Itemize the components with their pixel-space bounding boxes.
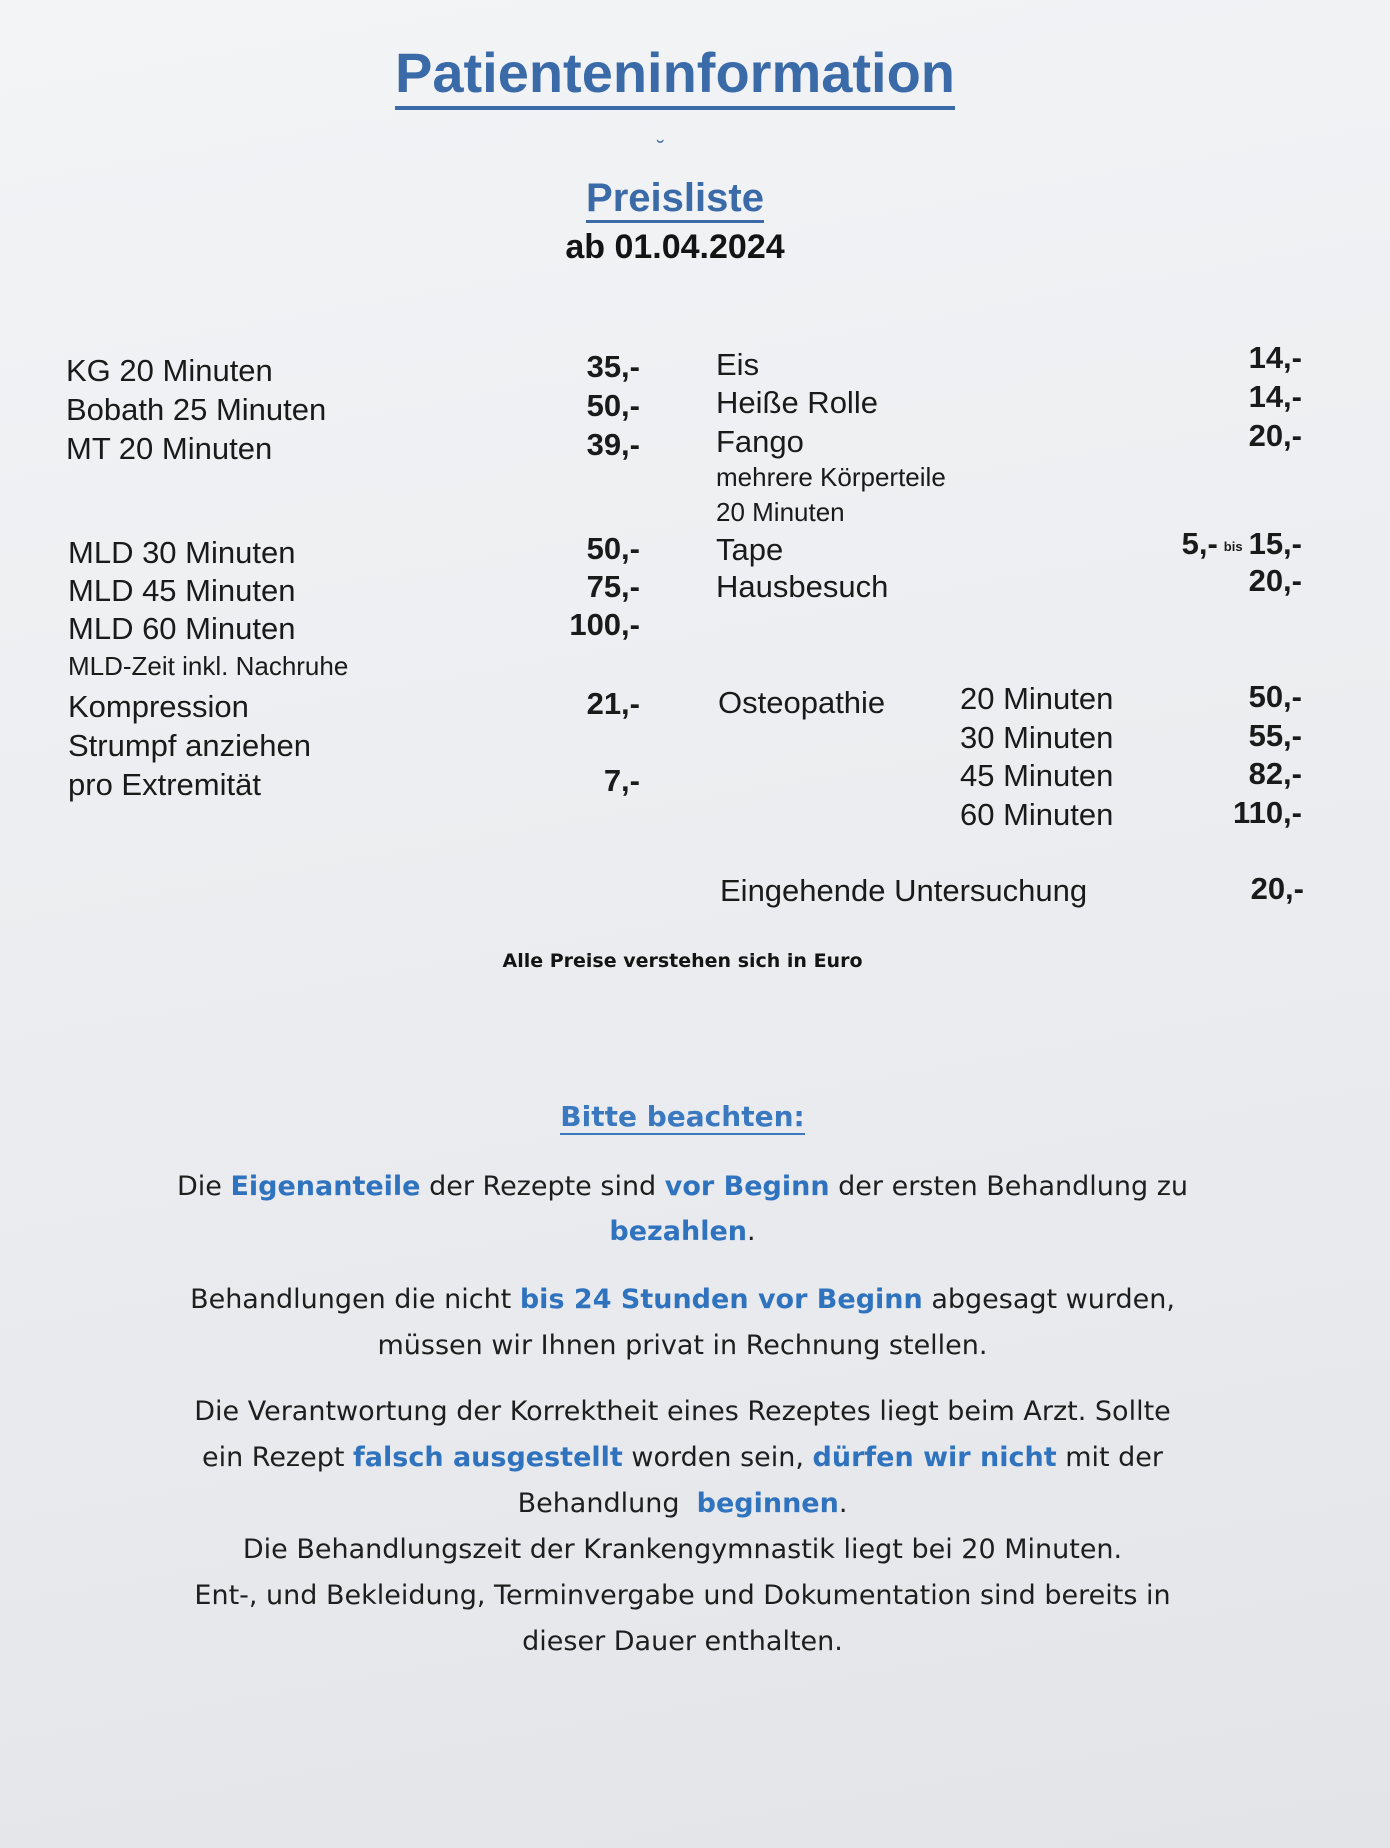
notice-p4-line1: Die Behandlungszeit der Krankengymnastik liegt bei 20 Minuten. [242,1534,1123,1565]
notice-p2-line2: müssen wir Ihnen privat in Rechnung stellen. [377,1330,988,1361]
valid-from-date: ab 01.04.2024 [565,228,785,266]
osteo-price-20: 50,- [1248,679,1302,714]
notice-p3-line3: Behandlung beginnen. [517,1488,848,1519]
notice-p4-line3: dieser Dauer enthalten. [522,1626,843,1657]
item-bobath-price: 50,- [586,388,640,423]
notice-p1-line1: Die Eigenanteile der Rezepte sind vor Beginn der ersten Behandlung zu [176,1171,1189,1202]
item-mld45-label: MLD 45 Minuten [68,573,296,608]
item-strumpf-label: Strumpf anziehen [68,728,311,763]
item-rolle-label: Heiße Rolle [716,385,878,420]
notice-p4-line2: Ent-, und Bekleidung, Terminvergabe und Dokumentation sind bereits in [194,1580,1171,1611]
osteo-time-20: 20 Minuten [960,681,1114,716]
item-kg-price: 35,- [586,349,640,384]
item-kg-label: KG 20 Minuten [66,353,273,388]
item-tape-price: 5,- bis 15,- [1181,526,1302,561]
osteo-time-60: 60 Minuten [960,797,1114,832]
currency-note: Alle Preise verstehen sich in Euro [502,950,863,972]
item-bobath-label: Bobath 25 Minuten [66,392,327,427]
fango-note-parts: mehrere Körperteile [716,462,946,492]
item-mt-price: 39,- [586,427,640,462]
osteo-price-60: 110,- [1233,795,1302,830]
notice-heading: Bitte beachten: [560,1100,805,1133]
notice-p2-line1: Behandlungen die nicht bis 24 Stunden vor Beginn abgesagt wurden, [190,1284,1175,1315]
item-kompression-label: Kompression [68,689,249,724]
item-mld30-label: MLD 30 Minuten [68,535,296,570]
osteo-price-45: 82,- [1248,756,1302,791]
notice-p1-line2: bezahlen. [609,1216,756,1247]
item-hausbesuch-price: 20,- [1248,563,1302,598]
item-eis-price: 14,- [1248,340,1302,375]
item-hausbesuch-label: Hausbesuch [716,569,889,604]
page-title: Patienteninformation [0,40,1350,105]
item-fango-label: Fango [716,424,804,459]
item-fango-price: 20,- [1248,418,1302,453]
item-mld60-label: MLD 60 Minuten [68,611,296,646]
notice-p3-line2: ein Rezept falsch ausgestellt worden sein, dürfen wir nicht mit der [201,1442,1164,1473]
small-mark: ˘ [657,136,665,161]
osteo-price-30: 55,- [1248,718,1302,753]
notice-p3-line1: Die Verantwortung der Korrektheit eines Rezeptes liegt beim Arzt. Sollte [194,1396,1171,1427]
item-osteo-label: Osteopathie [718,685,886,720]
item-rolle-price: 14,- [1248,379,1302,414]
item-untersuchung-price: 20,- [1250,871,1304,906]
item-mld45-price: 75,- [586,569,640,604]
subtitle: Preisliste [0,176,1350,221]
mld-note: MLD-Zeit inkl. Nachruhe [68,651,349,681]
item-extremitaet-price: 7,- [603,763,640,798]
item-untersuchung-label: Eingehende Untersuchung [720,873,1088,908]
item-kompression-price: 21,- [586,686,640,721]
osteo-time-30: 30 Minuten [960,720,1114,755]
item-mld30-price: 50,- [586,531,640,566]
item-mt-label: MT 20 Minuten [66,431,273,466]
fango-note-time: 20 Minuten [716,497,845,527]
item-eis-label: Eis [716,347,760,382]
item-extremitaet-label: pro Extremität [68,767,261,802]
osteo-time-45: 45 Minuten [960,758,1114,793]
item-mld60-price: 100,- [569,607,640,642]
item-tape-label: Tape [716,532,784,567]
